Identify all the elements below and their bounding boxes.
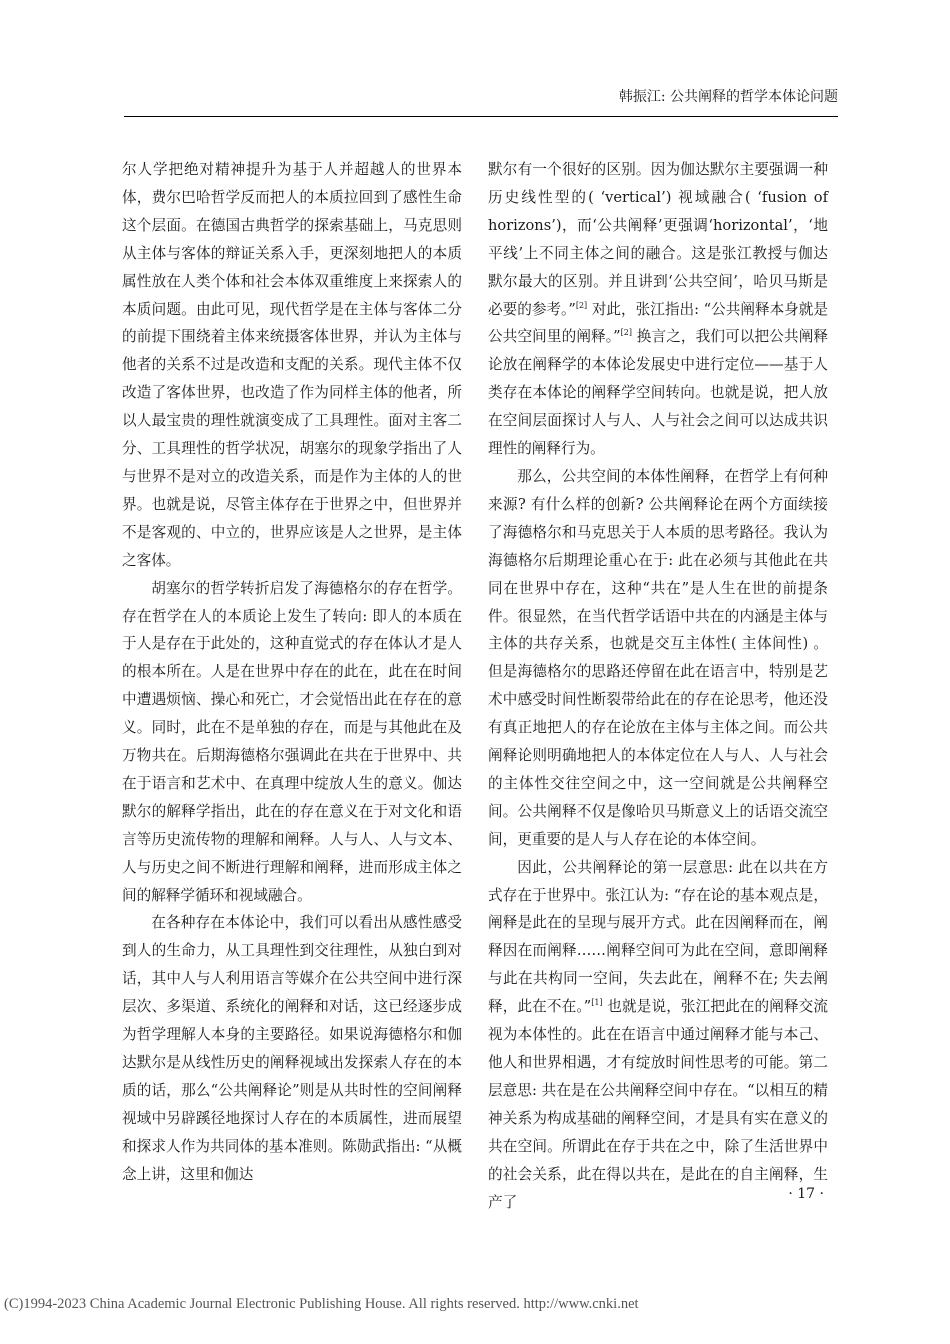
citation-ref: [2]: [620, 328, 632, 338]
paragraph-text: 换言之，我们可以把公共阐释论放在阐释学的本体论发展史中进行定位——基于人类存在本体论的阐释学空间转向。也就是说，把人放在空间层面探讨人与人、人与社会之间可以达成共识理性的阐释行为。: [488, 328, 829, 458]
paragraph: 在各种存在本体论中，我们可以看出从感性感受到人的生命力，从工具理性到交往理性，从独白到对话，其中人与人利用语言等媒介在公共空间中进行深层次、多渠道、系统化的阐释和对话，这已经逐步成为哲学理解人本身的主要路径。如果说海德格尔和伽达默尔是从线性历史的阐释视域出发探索人存在的本质的话，那么“公共阐释论”则是从共时性的空间阐释视域中另辟蹊径地探讨人存在的本质属性，进而展望和探求人作为共同体的基本准则。陈勋武指出: “从概念上讲，这里和伽达: [122, 914, 462, 1183]
paragraph-text: 对此，张江指出: “公共阐释本身就是公共空间里的阐释。”: [488, 300, 828, 346]
paragraph: 那么，公共空间的本体性阐释，在哲学上有何种来源? 有什么样的创新? 公共阐释论在两个方面续接了海德格尔和马克思关于人本质的思考路径。我认为海德格尔后期理论重心在于: 此在必须与其他此在共同在世界中存在，这种“共在”是人生在世的前提条件。很显然，在当代哲学话语中共在的内涵是主体与主体的共存关系，也就是交互主体性( 主体间性) 。但是海德格尔的思路还停留在此在语言中，特别是艺术中感受时间性断裂带给此在的存在论思考，他还没有真正地把人的存在论放在主体与主体之间。而公共阐释论则明确地把人的本体定位在人与人、人与社会的主体性交往空间之中，这一空间就是公共阐释空间。公共阐释不仅是像哈贝马斯意义上的话语交流空间，更重要的是人与人存在论的本体空间。: [488, 467, 828, 848]
right-column: [488, 156, 828, 1216]
left-column: [122, 156, 462, 1189]
citation-ref: [2]: [575, 300, 588, 310]
header-rule: [124, 116, 838, 117]
citation-ref: [1]: [591, 998, 603, 1008]
running-head: 韩振江: 公共阐释的哲学本体论问题: [618, 89, 838, 105]
page-number: · 17 ·: [788, 1186, 824, 1202]
paragraph: 胡塞尔的哲学转折启发了海德格尔的存在哲学。存在哲学在人的本质论上发生了转向: 即人的本质在于人是存在于此处的，这种直觉式的存在体认才是人的根本所在。人是在世界中存在的此在，此在在时间中遭遇烦恼、操心和死亡，才会觉悟出此在存在的意义。同时，此在不是单独的存在，而是与其他此在及万物共在。后期海德格尔强调此在共在于世界中、共在于语言和艺术中、在真理中绽放人生的意义。伽达默尔的解释学指出，此在的存在意义在于对文化和语言等历史流传物的理解和阐释。人与人、人与文本、人与历史之间不断进行理解和阐释，进而形成主体之间的解释学循环和视域融合。: [122, 579, 462, 904]
paragraph-text: 因此，公共阐释论的第一层意思: 此在以共在方式存在于世界中。张江认为: “存在论的基本观点是，阐释是此在的呈现与展开方式。此在因阐释而在，阐释因在而阐释……阐释空间可为此在空间，意即阐释与此在共构同一空间，失去此在，阐释不在; 失去阐释，此在不在。”: [488, 858, 828, 1016]
paragraph: [488, 854, 828, 1217]
paragraph-text: 默尔有一个很好的区别。因为伽达默尔主要强调一种历史线性型的( ‘vertical’) 视域融合( ‘fusion of horizons’)，而‘公共阐释’更强调‘horizontal’，‘地平线’上不同主体之间的融合。这是张江教授与伽达默尔最大的区别。并且讲到‘公共空间’，哈贝马斯是必要的参考。”: [488, 161, 828, 318]
copyright-notice: (C)1994-2023 China Academic Journal Electronic Publishing House. All rights reserved. http://www.cnki.net: [4, 1296, 639, 1312]
paragraph: [488, 156, 828, 463]
paragraph-text: 也就是说，张江把此在的阐释交流视为本体性的。此在在语言中通过阐释才能与本己、他人和世界相遇，才有绽放时间性思考的可能。第二层意思: 共在是在公共阐释空间中存在。“以相互的精神关系为构成基础的阐释空间，才是具有实在意义的共在空间。所谓此在存于共在之中，除了生活世界中的社会关系，此在得以共在，是此在的自主阐释，生产了: [488, 998, 828, 1211]
paragraph: 尔人学把绝对精神提升为基于人并超越人的世界本体，费尔巴哈哲学反而把人的本质拉回到了感性生命这个层面。在德国古典哲学的探索基础上，马克思则从主体与客体的辩证关系入手，更深刻地把人的本质属性放在人类个体和社会本体双重维度上来探索人的本质问题。由此可见，现代哲学是在主体与客体二分的前提下围绕着主体来统摄客体世界，并认为主体与他者的关系不过是改造和支配的关系。现代主体不仅改造了客体世界，也改造了作为同样主体的他者，所以人最宝贵的理性就演变成了工具理性。面对主客二分、工具理性的哲学状况，胡塞尔的现象学指出了人与世界不是对立的改造关系，而是作为主体的人的世界。也就是说，尽管主体存在于世界之中，但世界并不是客观的、中立的，世界应该是人之世界，是主体之客体。: [122, 161, 462, 569]
